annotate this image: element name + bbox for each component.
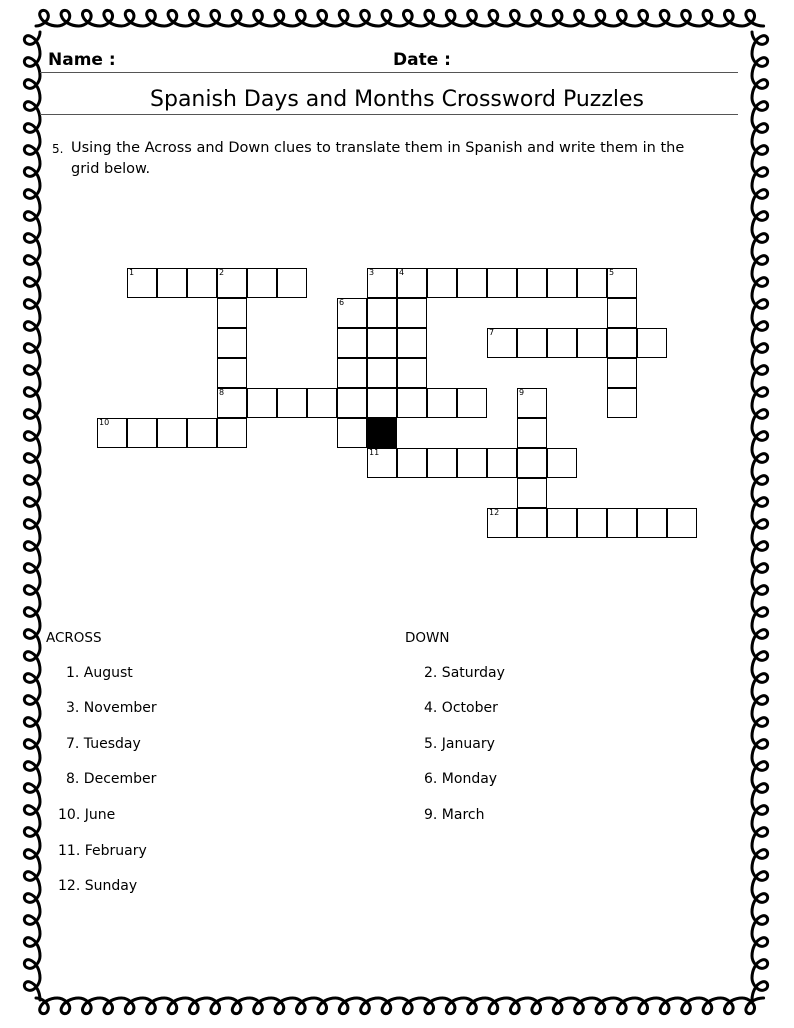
across-clue: 7. Tuesday	[66, 736, 141, 752]
crossword-cell[interactable]	[337, 418, 367, 448]
name-label: Name :	[48, 50, 116, 70]
crossword-cell[interactable]	[427, 388, 457, 418]
cell-number: 5	[609, 268, 615, 277]
across-heading: ACROSS	[46, 630, 102, 646]
crossword-cell[interactable]	[397, 298, 427, 328]
crossword-cell[interactable]	[337, 358, 367, 388]
crossword-cell[interactable]	[217, 418, 247, 448]
crossword-cell[interactable]	[547, 268, 577, 298]
crossword-cell[interactable]	[427, 448, 457, 478]
crossword-cell[interactable]	[247, 268, 277, 298]
cell-number: 7	[489, 328, 495, 337]
crossword-cell[interactable]	[367, 328, 397, 358]
instruction-number: 5.	[52, 142, 64, 156]
crossword-cell[interactable]	[187, 418, 217, 448]
cell-number: 11	[369, 448, 380, 457]
crossword-cell[interactable]	[97, 418, 127, 448]
cell-number: 1	[129, 268, 135, 277]
across-clue: 10. June	[58, 807, 116, 823]
crossword-cell[interactable]	[217, 328, 247, 358]
crossword-cell[interactable]	[397, 448, 427, 478]
cell-number: 10	[99, 418, 110, 427]
crossword-cell[interactable]	[607, 298, 637, 328]
cell-number: 3	[369, 268, 375, 277]
crossword-cell[interactable]	[127, 418, 157, 448]
across-clue: 12. Sunday	[58, 878, 138, 894]
page-title: Spanish Days and Months Crossword Puzzles	[150, 87, 644, 112]
crossword-cell[interactable]	[217, 268, 247, 298]
crossword-cell[interactable]	[217, 388, 247, 418]
crossword-black-cell	[367, 418, 397, 448]
instruction-text: Using the Across and Down clues to translate them in Spanish and write them in the grid below.	[71, 140, 685, 177]
crossword-cell[interactable]	[337, 388, 367, 418]
crossword-cell[interactable]	[457, 268, 487, 298]
crossword-cell[interactable]	[667, 508, 697, 538]
crossword-cell[interactable]	[637, 328, 667, 358]
crossword-cell[interactable]	[487, 328, 517, 358]
name-date-line	[40, 72, 738, 73]
cell-number: 12	[489, 508, 500, 517]
crossword-cell[interactable]	[517, 388, 547, 418]
crossword-cell[interactable]	[487, 268, 517, 298]
down-heading: DOWN	[405, 630, 450, 646]
crossword-cell[interactable]	[367, 388, 397, 418]
crossword-cell[interactable]	[397, 358, 427, 388]
crossword-cell[interactable]	[337, 298, 367, 328]
crossword-cell[interactable]	[577, 508, 607, 538]
crossword-cell[interactable]	[277, 388, 307, 418]
crossword-cell[interactable]	[457, 388, 487, 418]
crossword-cell[interactable]	[397, 268, 427, 298]
across-clue: 8. December	[66, 771, 157, 787]
crossword-cell[interactable]	[337, 328, 367, 358]
crossword-cell[interactable]	[307, 388, 337, 418]
crossword-cell[interactable]	[277, 268, 307, 298]
crossword-cell[interactable]	[247, 388, 277, 418]
crossword-cell[interactable]	[607, 508, 637, 538]
crossword-cell[interactable]	[547, 508, 577, 538]
down-clue: 6. Monday	[424, 771, 498, 787]
crossword-cell[interactable]	[487, 508, 517, 538]
crossword-cell[interactable]	[367, 268, 397, 298]
title-underline	[40, 114, 738, 115]
crossword-cell[interactable]	[637, 508, 667, 538]
crossword-cell[interactable]	[487, 448, 517, 478]
down-clue: 5. January	[424, 736, 495, 752]
across-clue: 11. February	[58, 843, 147, 859]
crossword-cell[interactable]	[127, 268, 157, 298]
crossword-cell[interactable]	[157, 418, 187, 448]
crossword-cell[interactable]	[457, 448, 487, 478]
crossword-cell[interactable]	[607, 328, 637, 358]
down-clue: 2. Saturday	[424, 665, 505, 681]
date-label: Date :	[393, 50, 451, 70]
crossword-cell[interactable]	[157, 268, 187, 298]
cell-number: 2	[219, 268, 225, 277]
cell-number: 8	[219, 388, 225, 397]
crossword-cell[interactable]	[547, 448, 577, 478]
cell-number: 9	[519, 388, 525, 397]
crossword-cell[interactable]	[367, 448, 397, 478]
crossword-cell[interactable]	[217, 358, 247, 388]
crossword-cell[interactable]	[187, 268, 217, 298]
crossword-cell[interactable]	[517, 448, 547, 478]
across-clue: 3. November	[66, 700, 157, 716]
crossword-cell[interactable]	[397, 388, 427, 418]
crossword-cell[interactable]	[577, 328, 607, 358]
down-clue: 4. October	[424, 700, 498, 716]
crossword-cell[interactable]	[547, 328, 577, 358]
crossword-cell[interactable]	[607, 268, 637, 298]
crossword-cell[interactable]	[367, 298, 397, 328]
crossword-cell[interactable]	[607, 388, 637, 418]
crossword-cell[interactable]	[517, 418, 547, 448]
cell-number: 4	[399, 268, 405, 277]
crossword-cell[interactable]	[517, 508, 547, 538]
crossword-cell[interactable]	[427, 268, 457, 298]
crossword-cell[interactable]	[517, 328, 547, 358]
cell-number: 6	[339, 298, 345, 307]
crossword-cell[interactable]	[577, 268, 607, 298]
crossword-cell[interactable]	[217, 298, 247, 328]
crossword-cell[interactable]	[367, 358, 397, 388]
down-clue: 9. March	[424, 807, 485, 823]
instruction	[52, 138, 712, 180]
crossword-cell[interactable]	[517, 268, 547, 298]
across-clue: 1. August	[66, 665, 133, 681]
crossword-cell[interactable]	[607, 358, 637, 388]
crossword-cell[interactable]	[517, 478, 547, 508]
crossword-cell[interactable]	[397, 328, 427, 358]
